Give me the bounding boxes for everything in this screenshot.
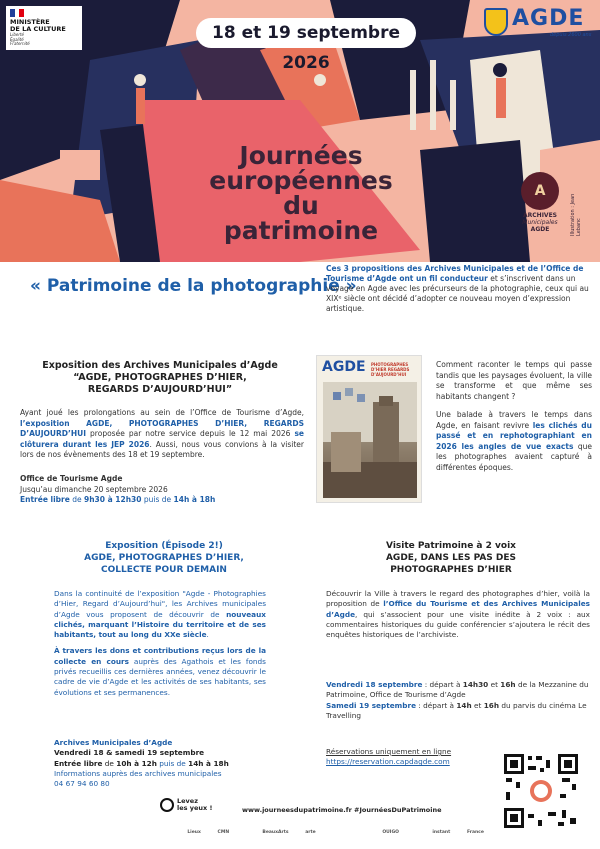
- levez-les-yeux-badge: [160, 798, 220, 812]
- visit-time: 14h30: [462, 680, 489, 689]
- archives-logo-mark: A: [521, 172, 559, 210]
- expo1-hours-afternoon: 14h à 18h: [173, 495, 216, 504]
- expo2-highlight: nouveaux clichés, marquant l’Histoire du territoire et de ses habitants, tout au long du XXe siècle: [54, 609, 266, 640]
- footer-website-link[interactable]: www.journeesdupatrimoine.fr: [242, 806, 352, 814]
- agde-shield-icon: [484, 8, 508, 36]
- expo2-practical-info: [54, 738, 266, 789]
- visit-heading-line: AGDE, DANS LES PAS DES: [385, 553, 517, 563]
- visit-schedule: [326, 680, 590, 721]
- visit-day: Vendredi 18 septembre: [326, 680, 423, 689]
- visit-text: Découvrir la Ville à travers le regard des photographes d’hier, voilà la proposition de: [326, 589, 590, 609]
- side-answer: [436, 410, 592, 473]
- expo2-info: Informations auprès des archives municipales: [54, 768, 222, 778]
- expo2-days: Vendredi 18 & samedi 19 septembre: [54, 748, 205, 758]
- jep-title-line: européennes: [209, 166, 393, 195]
- agde-logo-since: depuis 2600 ans: [550, 32, 592, 38]
- ministere-culture-logo: [6, 6, 82, 50]
- partner-logo: France: [466, 829, 484, 835]
- expo2-text: Dans la continuité de l’exposition "Agde - Photographies d’Hier, Regard d’Aujourd’hui", les Archives municipales d’Agde vous proposent de découvrir de: [54, 589, 266, 619]
- side-answer-highlight: les clichés du passé et en rephotographiant en 2026 les angles de vue exacts: [436, 420, 592, 451]
- expo1-practical-info: [20, 474, 304, 506]
- archives-logo-line: ARCHIVES: [523, 212, 557, 219]
- archives-municipales-logo: [508, 172, 572, 233]
- visit-text: du parvis du cinéma Le Travelling: [326, 700, 587, 720]
- expo1-hours-morning: 9h30 à 12h30: [83, 495, 142, 504]
- visit-text: de la Mezzanine du Patrimoine, Office de Tourisme d’Agde: [326, 680, 589, 700]
- visit-heading-line: PHOTOGRAPHES D’HIER: [390, 565, 512, 575]
- theme-intro-text: et s’inscrivent dans un voyage en Agde avec les précurseurs de la photographie, ceux qui au XIXᵉ siècle ont décidé d’adopter ce nouveau moyen d’expression artistique.: [326, 274, 589, 313]
- jep-title: [188, 143, 414, 243]
- visit-time: 16h: [483, 700, 500, 710]
- poster-subtitle: PHOTOGRAPHES D’HIER REGARDS D’AUJOURD’HUI: [371, 362, 410, 377]
- expo1-heading-line: Exposition des Archives Municipales d’Agde: [42, 360, 278, 371]
- poster-photo: [323, 382, 417, 498]
- expo2-paragraph: [54, 646, 266, 697]
- side-question-text: Comment raconter le temps qui passe tandis que les paysages évoluent, la ville se transforme et que même ses habitants changent ?: [436, 360, 592, 401]
- visit-text: : départ à: [422, 680, 463, 689]
- visit-time: 16h: [500, 680, 516, 689]
- expo1-heading-line: REGARDS D’AUJOURD’HUI”: [87, 384, 233, 395]
- expo2-place: Archives Municipales d’Agde: [54, 738, 173, 747]
- expo2-hours: [54, 759, 266, 769]
- ministere-title: MINISTÈRE DE LA CULTURE: [10, 18, 66, 33]
- expo2-hours-afternoon: 14h à 18h: [188, 758, 229, 768]
- qr-code[interactable]: [502, 752, 580, 830]
- partner-logo: CMN: [217, 829, 230, 835]
- french-flag-icon: [10, 9, 24, 17]
- footer-hashtag: #JournéesDuPatrimoine: [354, 806, 442, 814]
- partner-logo: OUIGO: [382, 829, 399, 835]
- expo2-heading: [40, 540, 288, 576]
- visit-heading-line: Visite Patrimoine à 2 voix: [386, 541, 516, 551]
- ministere-devise: Liberté Égalité Fraternité: [10, 32, 30, 46]
- expo2-hours-text: puis de: [156, 758, 189, 768]
- archives-logo-line: Municipales: [522, 219, 558, 226]
- reservation-link[interactable]: https://reservation.capdagde.com: [326, 757, 450, 767]
- expo1-hours-text: puis de: [141, 495, 174, 504]
- theme-intro: [326, 264, 594, 314]
- eye-icon: [160, 798, 174, 812]
- expo2-entry-label: Entrée libre: [54, 758, 103, 768]
- expo1-hours: [20, 495, 304, 506]
- expo2-text: auprès des Agathois et les fonds privés recueillis ces dernières années, venez découvrir le cadre de vie d’Agde et les activités de ses habitants, ses évolutions et ses permanences.: [54, 656, 266, 697]
- expo1-until: Jusqu’au dimanche 20 septembre 2026: [20, 484, 168, 494]
- expo2-description: [54, 589, 266, 698]
- expo2-heading-line: Exposition (Épisode 2!): [105, 541, 223, 551]
- event-dates: 18 et 19 septembre 2026: [196, 18, 416, 48]
- agde-logo-name: AGDE: [512, 6, 585, 31]
- expo1-highlight: l’exposition AGDE, PHOTOGRAPHES D’HIER, REGARDS D’AUJOURD’HUI: [20, 418, 304, 438]
- expo2-hours-morning: 10h à 12h: [116, 758, 157, 768]
- expo2-highlight: À travers les dons et contributions reçus lors de la collecte en cours: [54, 646, 266, 666]
- partner-logo: instant: [432, 829, 451, 835]
- expo1-highlight: se clôturera durant les JEP 2026: [20, 429, 304, 449]
- expo2-text: .: [206, 630, 209, 640]
- reservation-label: Réservations uniquement en ligne: [326, 747, 452, 756]
- partner-logo: BeauxArts: [262, 829, 289, 835]
- qr-code-graphic: [502, 752, 580, 830]
- expo1-text: proposée par notre service depuis le 12 mai 2026: [86, 429, 295, 438]
- visit-highlight: l’Office du Tourisme et des Archives Municipales d’Agde: [326, 599, 590, 619]
- visit-day: Samedi 19 septembre: [326, 700, 417, 710]
- expo1-heading: [20, 360, 300, 396]
- visit-text: , qui s’associent pour une visite inédite à 2 voix : aux commentaires historiques du guide conférencier s’ajoutera le récit des enquêtes historiques de l’archiviste.: [326, 609, 590, 640]
- partner-logo: arte: [305, 829, 316, 835]
- visit-heading: [340, 540, 562, 576]
- expo2-phone[interactable]: 04 67 94 60 80: [54, 779, 110, 789]
- jep-title-line: du: [283, 191, 319, 220]
- side-question: [436, 360, 592, 473]
- expo1-place: Office de Tourisme Agde: [20, 474, 123, 483]
- footer: [160, 798, 480, 822]
- jep-title-line: Journées: [239, 141, 363, 170]
- archives-logo-line: AGDE: [530, 226, 550, 233]
- theme-title: « Patrimoine de la photographie »: [30, 276, 357, 296]
- expo1-entry-label: Entrée libre: [20, 495, 70, 504]
- expo1-description: [20, 408, 304, 461]
- visit-time: 14h: [456, 700, 472, 710]
- poster-title: AGDE: [322, 359, 366, 375]
- side-answer-text: que les photographes avaient capturé à différentes époques.: [436, 441, 592, 472]
- partner-logos: [154, 826, 484, 838]
- expo1-hours-text: de: [69, 495, 84, 504]
- visit-slot-saturday: [326, 701, 590, 722]
- poster-photo-illustration: [323, 382, 417, 498]
- visit-description: [326, 589, 590, 640]
- exhibition-poster: [316, 355, 422, 503]
- expo2-heading-line: COLLECTE POUR DEMAIN: [101, 565, 227, 575]
- expo2-paragraph: [54, 589, 266, 640]
- partner-logo: Lieux: [187, 829, 201, 835]
- visit-slot-friday: [326, 680, 590, 701]
- illustration-credit: Illustration : Jean Lebanc: [570, 193, 582, 236]
- visit-text: et: [488, 680, 501, 689]
- theme-intro-highlight: Ces 3 propositions des Archives Municipales et de l’Office de Tourisme d’Agde ont un fil conducteur: [326, 264, 584, 283]
- agde-logo: [484, 6, 594, 40]
- expo2-hours-text: de: [102, 758, 117, 768]
- expo1-text: Ayant joué les prolongations au sein de l’Office de Tourisme d’Agde,: [20, 408, 304, 417]
- expo1-heading-line: “AGDE, PHOTOGRAPHES D’HIER,: [73, 372, 247, 383]
- visit-text: : départ à: [416, 700, 457, 710]
- levez-text: Levez les yeux !: [177, 797, 213, 812]
- side-answer-text: Une balade à travers le temps dans Agde, en faisant revivre: [436, 410, 592, 430]
- jep-title-line: patrimoine: [223, 216, 379, 245]
- expo1-text: . Aussi, nous vous convions à la visiter lors de nos évènements des 18 et 19 septembre.: [20, 439, 304, 459]
- expo2-heading-line: AGDE, PHOTOGRAPHES D’HIER,: [84, 553, 244, 563]
- visit-text: et: [471, 700, 484, 710]
